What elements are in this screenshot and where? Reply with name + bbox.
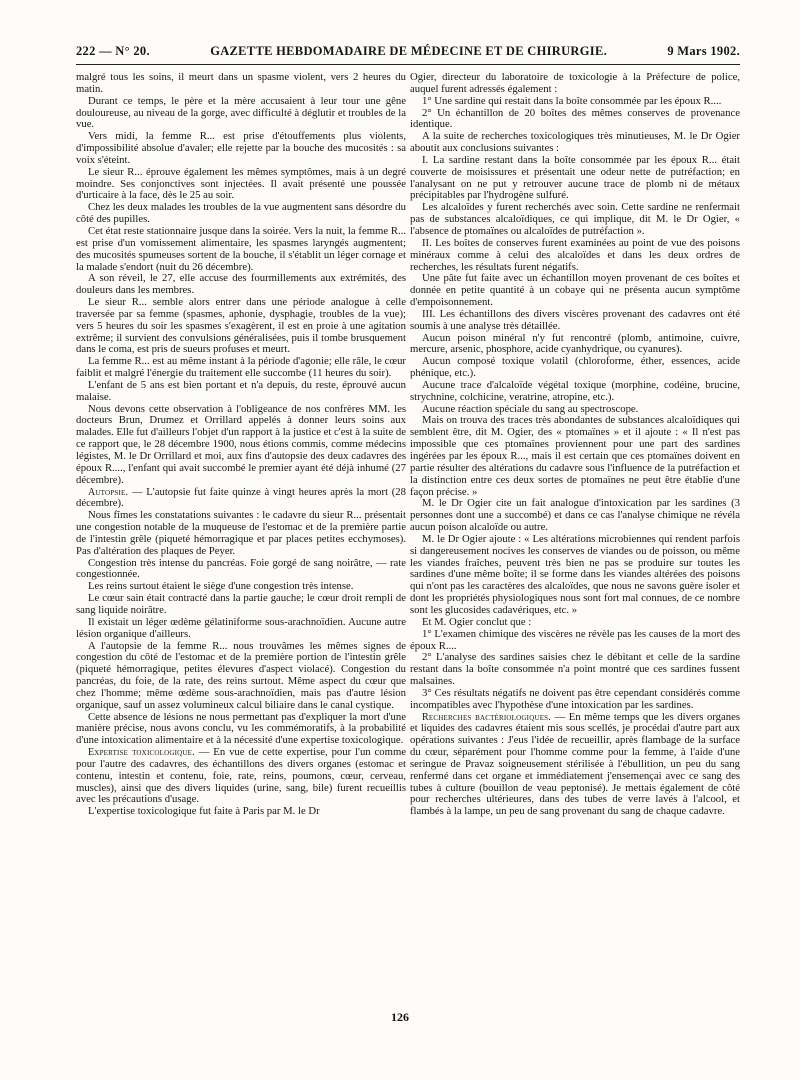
- paragraph-text: Vers midi, la femme R... est prise d'étouffements plus violents, d'impossibilité absolue d'avaler; elle rejette par la bouche des mucosités : sa voix s'éteint.: [76, 130, 406, 166]
- paragraph-text: Ogier, directeur du laboratoire de toxicologie à la Préfecture de police, auquel furent adressés également :: [410, 72, 740, 95]
- paragraph: [410, 629, 740, 653]
- running-header: [76, 40, 740, 62]
- paragraph: [410, 238, 740, 274]
- paragraph-text: 3° Ces résultats négatifs ne doivent pas être cependant considérés comme incompatibles avec l'hypothèse d'une intoxication par les sardines.: [410, 686, 740, 711]
- paragraph-text: A son réveil, le 27, elle accuse des fourmillements aux extrémités, des douleurs dans les membres.: [76, 272, 406, 297]
- paragraph: [76, 487, 406, 511]
- paragraph: [76, 510, 406, 557]
- paragraph-text: — L'autopsie fut faite quinze à vingt heures après la mort (28 décembre).: [76, 485, 406, 510]
- paragraph: [76, 806, 406, 818]
- paragraph-text: Nous devons cette observation à l'obligeance de nos confrères MM. les docteurs Brun, Drumez et Orrillard appelés à donner leurs soins aux malades. Elle fut d'ailleurs l'objet d'un rapport à la justice et c'est à la suite de ce rapport que, le 28 décembre 1900, nous étions commis, comme médecins légistes, M. le Dr Orrillard et moi, aux fins d'autopsie des deux cadavres des époux R...., l'enfant qui avait succombé le premier ayant été déjà inhumé (27 décembre).: [76, 402, 406, 486]
- paragraph: [410, 202, 740, 238]
- paragraph-text: Nous fîmes les constatations suivantes : le cadavre du sieur R... présentait une congestion notable de la muqueuse de l'estomac et de la première partie de l'intestin grêle (piqueté hémorragique et par places petites ecchymoses). Pas d'altération des plaques de Peyer.: [76, 509, 406, 557]
- paragraph: [410, 273, 740, 309]
- paragraph: [410, 108, 740, 132]
- paragraph-text: Le sieur R... semble alors entrer dans une période analogue à celle traversée par sa femme (spasmes, aphonie, dysphagie, troubles de la vue); vers 5 heures du soir les spasmes s'exagèrent, il est en proie à une agitation extrême; il survient des convulsions généralisées, puis il tombe brusquement dans le coma, est pris de sueurs profuses et meurt.: [76, 296, 406, 356]
- paragraph: [76, 202, 406, 226]
- paragraph: [76, 747, 406, 806]
- paragraph: [410, 356, 740, 380]
- paragraph: [76, 712, 406, 748]
- paragraph-text: M. le Dr Ogier ajoute : « Les altérations microbiennes qui rendent parfois si dangereusement nocives les conserves de viandes ou de poisson, ou même les viandes fraîches, peuvent très bien ne pas se produire sur toutes les sardines d'une même boîte; il se forme dans les viandes altérées des poisons qui n'ont pas les caractères des alcaloïdes, que nous ne savons guère isoler et dont les propriétés physiologiques nous sont fort mal connues, de ce nombre sont les glucosides cadavériques, etc. »: [410, 532, 740, 616]
- right-column: [410, 72, 740, 1007]
- paragraph: [410, 72, 740, 96]
- paragraph: [76, 558, 406, 582]
- paragraph-text: Mais on trouva des traces très abondantes de substances alcaloïdiques qui semblent être, dit M. Ogier, des « ptomaïnes » et il ajoute : « Il n'est pas impossible que ces ptomaïnes proviennent pour une part des sardines ingérées par les époux R..., mais il est certain que ces ptomaïnes doivent en partie résulter des altérations du cadavre sous l'influence de la putréfaction et la distinction entre ces deux sortes de ptomaïnes ne peut être établie d'une façon précise. »: [410, 414, 740, 498]
- paragraph-text: Il existait un léger œdème gélatiniforme sous-arachnoïdien. Aucune autre lésion organique d'ailleurs.: [76, 615, 406, 640]
- paragraph: [76, 404, 406, 487]
- paragraph: [76, 641, 406, 712]
- paragraph-text: Aucun composé toxique volatil (chloroforme, éther, essences, acide phénique, etc.).: [410, 355, 740, 380]
- paragraph-text: La femme R... est au même instant à la période d'agonie; elle râle, le cœur faiblit et malgré l'énergie du traitement elle succombe (11 heures du soir).: [76, 355, 406, 380]
- paragraph-text: Aucun poison minéral n'y fut rencontré (plomb, antimoine, cuivre, mercure, arsenic, phosphore, acide cyanhydrique, ou cyanures).: [410, 331, 740, 356]
- paragraph: [76, 617, 406, 641]
- paragraph: [410, 534, 740, 617]
- paragraph: [410, 155, 740, 202]
- paragraph: [410, 498, 740, 534]
- paragraph: [410, 415, 740, 498]
- journal-title: GAZETTE HEBDOMADAIRE DE MÉDECINE ET DE CHIRURGIE.: [210, 43, 608, 58]
- paragraph: [76, 356, 406, 380]
- paragraph: [76, 96, 406, 132]
- left-column: [76, 72, 406, 1007]
- paragraph-text: L'enfant de 5 ans est bien portant et n'a depuis, du reste, éprouvé aucun malaise.: [76, 378, 406, 403]
- paragraph-text: A l'autopsie de la femme R... nous trouvâmes les mêmes signes de congestion du côté de l'estomac et de la première portion de l'intestin grêle (piqueté hémorragique, petites élevures d'aspect violacé). Congestion du pancréas, du foie, de la rate, des reins surtout. Même aspect du cœur que chez l'homme; même œdème sous-arachnoïdien, mais pas d'autre lésion organique, sauf un assez volumineux calcul biliaire dans le canal cystique.: [76, 639, 406, 711]
- section-lead: Autopsie.: [88, 486, 129, 498]
- paragraph-text: Les reins surtout étaient le siège d'une congestion très intense.: [88, 580, 354, 593]
- paragraph: [76, 167, 406, 203]
- paragraph: [410, 652, 740, 688]
- paragraph-text: Les alcaloïdes y furent recherchés avec soin. Cette sardine ne renfermait pas de substances alcaloïdiques, ce qui implique, dit M. le Dr Ogier, « l'absence de ptomaïnes ou alcaloïdes de putréfaction ».: [410, 201, 740, 237]
- issue-date: 9 Mars 1902.: [667, 43, 740, 58]
- folio-number: 126: [391, 1010, 409, 1024]
- paragraph-text: Le sieur R... éprouve également les mêmes symptômes, mais à un degré moindre. Ses conjonctives sont injectées. Il avait présenté une poussée d'urticaire à la face, dès le 25 au soir.: [76, 165, 406, 202]
- paragraph-text: II. Les boîtes de conserves furent examinées au point de vue des poisons minéraux comme à celui des alcaloïdes et dans les deux ordres de recherches, les résultats furent négatifs.: [410, 236, 740, 273]
- paragraph-text: Durant ce temps, le père et la mère accusaient à leur tour une gêne douloureuse, au niveau de la gorge, avec difficulté à déglutir et troubles de la vue.: [76, 94, 406, 131]
- section-lead: Recherches bactériologiques.: [422, 711, 551, 723]
- paragraph: [410, 688, 740, 712]
- paragraph-text: Et M. Ogier conclut que :: [422, 615, 532, 628]
- paragraph-text: — En même temps que les divers organes et liquides des cadavres étaient mis sous scellés, je procédai d'autre part aux opérations suivantes : J'eus l'idée de recueillir, après flambage de la surface du cœur, séparément pour l'homme comme pour la femme, à l'aide d'une seringue de Pravaz soigneusement stérilisée à l'ébullition, un peu du sang renfermé dans cet organe et immédiatement j'ensemençai avec ce sang des tubes à culture (bouillon de veau peptonisé). Je mettais également de côté pour recherches ultérieures, dans des tubes de verre lavés à l'alcool, et flambés à la lampe, un peu de sang provenant du sang de chaque cadavre.: [410, 710, 740, 818]
- paragraph-text: Cet état reste stationnaire jusque dans la soirée. Vers la nuit, la femme R... est prise d'un vomissement alimentaire, les spasmes laryngés augmentent; des mucosités spumeuses sortent de la bouche, il s'établit un léger cornage et la malade s'endort (nuit du 26 décembre).: [76, 224, 406, 273]
- paragraph-text: Une pâte fut faite avec un échantillon moyen provenant de ces boîtes et donnée en petite quantité à un cobaye qui ne présenta aucun symptôme d'empoisonnement.: [410, 272, 740, 309]
- paragraph-text: M. le Dr Ogier cite un fait analogue d'intoxication par les sardines (3 personnes dont une a succombé) et dans ce cas l'analyse chimique ne révéla aucun poison alcaloïde ou autre.: [410, 497, 740, 534]
- paragraph-text: Aucune trace d'alcaloïde végétal toxique (morphine, codéine, brucine, strychnine, colchicine, veratrine, atropine, etc.).: [410, 378, 740, 403]
- paragraph: [76, 380, 406, 404]
- paragraph-text: 1° L'examen chimique des viscères ne révèle pas les causes de la mort des époux R....: [410, 627, 740, 652]
- paragraph-text: L'expertise toxicologique fut faite à Paris par M. le Dr: [88, 805, 320, 818]
- paragraph-text: I. La sardine restant dans la boîte consommée par les époux R... était couverte de moisissures et présentait une odeur nette de putréfaction; en l'analysant on ne put y retrouver aucune trace de plomb ni de métaux précipitables par l'hydrogène sulfuré.: [410, 153, 740, 202]
- paragraph: [410, 309, 740, 333]
- page-number: 222 — N° 20.: [76, 43, 150, 58]
- paragraph: [410, 712, 740, 819]
- paragraph: [76, 72, 406, 96]
- paragraph-text: malgré tous les soins, il meurt dans un spasme violent, vers 2 heures du matin.: [76, 72, 406, 95]
- paragraph: [76, 297, 406, 356]
- paragraph-text: Chez les deux malades les troubles de la vue augmentent sans désordre du côté des pupilles.: [76, 201, 406, 226]
- paragraph-text: 2° L'analyse des sardines saisies chez le débitant et celle de la sardine restant dans la boîte consommée n'a point montré que ces sardines fussent malsaines.: [410, 651, 740, 688]
- paragraph-text: 1° Une sardine qui restait dans la boîte consommée par les époux R....: [422, 94, 722, 107]
- paragraph: [76, 226, 406, 273]
- header-rule: [76, 64, 740, 65]
- paragraph-text: Aucune réaction spéciale du sang au spectroscope.: [422, 402, 639, 415]
- paragraph: [76, 593, 406, 617]
- paragraph: [410, 380, 740, 404]
- section-lead: Expertise toxicologique.: [88, 747, 195, 759]
- paragraph-text: A la suite de recherches toxicologiques très minutieuses, M. le Dr Ogier aboutit aux conclusions suivantes :: [410, 130, 740, 155]
- paragraph-text: Le cœur sain était contracté dans la partie gauche; le cœur droit rempli de sang liquide noirâtre.: [76, 592, 406, 616]
- paragraph-text: 2° Un échantillon de 20 boîtes des mêmes conserves de provenance identique.: [410, 106, 740, 131]
- paragraph-text: — En vue de cette expertise, pour l'un comme pour l'autre des cadavres, des échantillons des divers organes (estomac et contenu, intestin et contenu, foie, rate, reins, poumons, cœur, cerveau, muscles), ainsi que des divers liquides (urine, sang, bile) furent recueillis avec les précautions d'usage.: [76, 746, 406, 806]
- paragraph-text: Cette absence de lésions ne nous permettant pas d'expliquer la mort d'une manière précise, nous avons conclu, vu les commémoratifs, à la probabilité d'une intoxication alimentaire et à la nécessité d'une expertise toxicologique.: [76, 710, 406, 747]
- paragraph-text: Congestion très intense du pancréas. Foie gorgé de sang noirâtre, — rate congestionnée.: [76, 556, 406, 581]
- paragraph: [410, 333, 740, 357]
- paragraph: [76, 131, 406, 167]
- paragraph-text: III. Les échantillons des divers viscères provenant des cadavres ont été soumis à une analyse très détaillée.: [410, 307, 740, 332]
- paragraph: [410, 131, 740, 155]
- paragraph: [76, 273, 406, 297]
